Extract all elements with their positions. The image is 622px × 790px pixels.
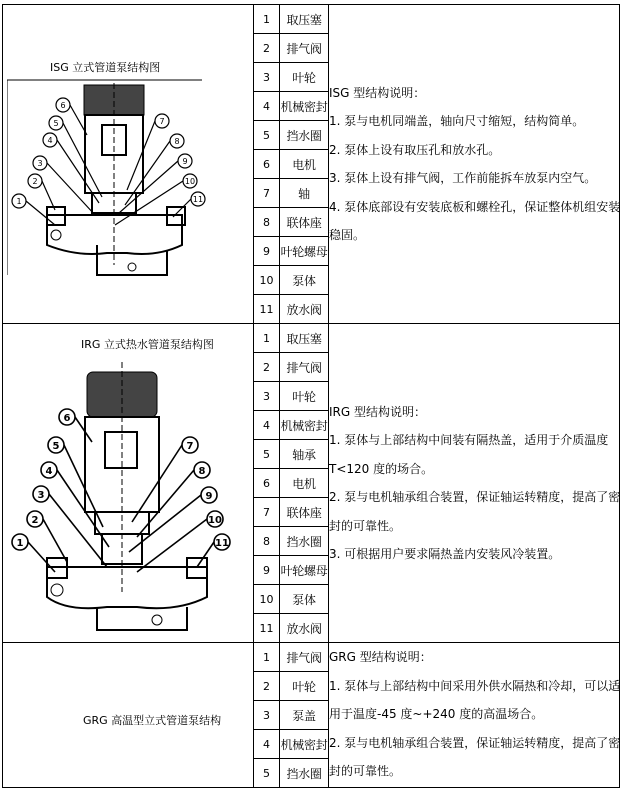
- part-number: 6: [254, 150, 280, 179]
- part-name: 泵盖: [280, 701, 329, 730]
- part-name: 联体座: [280, 498, 329, 527]
- irg-figure-cell: [3, 324, 254, 643]
- callout-8: 8: [174, 137, 180, 146]
- part-name: 泵体: [280, 585, 329, 614]
- part-name: 叶轮螺母: [280, 237, 329, 266]
- desc-line: 用于温度-45 度~+240 度的高温场合。: [329, 707, 544, 721]
- part-name: 放水阀: [280, 614, 329, 643]
- part-name: 挡水圈: [280, 121, 329, 150]
- pump-structure-table: [2, 4, 620, 788]
- part-name: 取压塞: [280, 5, 329, 34]
- desc-line: 3. 可根据用户要求隔热盖内安装风冷装置。: [329, 547, 561, 561]
- part-name: 叶轮螺母: [280, 556, 329, 585]
- callout-4: 4: [45, 466, 53, 477]
- callout-3: 3: [37, 159, 43, 168]
- part-name: 挡水圈: [280, 759, 329, 788]
- desc-line: 封的可靠性。: [329, 764, 402, 778]
- part-number: 10: [254, 266, 280, 295]
- part-name: 机械密封: [280, 92, 329, 121]
- desc-line: 1. 泵体与上部结构中间采用外供水隔热和冷却，可以适: [329, 678, 621, 693]
- part-name: 放水阀: [280, 295, 329, 324]
- part-number: 11: [254, 614, 280, 643]
- part-number: 4: [254, 92, 280, 121]
- desc-line: 2. 泵体上设有取压孔和放水孔。: [329, 142, 501, 157]
- part-name: 泵体: [280, 266, 329, 295]
- part-number: 3: [254, 63, 280, 92]
- callout-6: 6: [60, 101, 66, 110]
- part-number: 2: [254, 672, 280, 701]
- desc-line: 2. 泵与电机轴承组合装置，保证轴运转精度，提高了密: [329, 735, 621, 750]
- part-number: 4: [254, 730, 280, 759]
- part-name: 机械密封: [280, 730, 329, 759]
- irg-description: [329, 324, 620, 643]
- part-number: 1: [254, 643, 280, 672]
- figure-title: GRG 高温型立式管道泵结构: [83, 714, 222, 727]
- desc-line: 1. 泵与电机同端盖，轴向尺寸缩短，结构简单。: [329, 114, 585, 128]
- part-name: 轴承: [280, 440, 329, 469]
- part-number: 4: [254, 411, 280, 440]
- part-name: 排气阀: [280, 643, 329, 672]
- callout-11: 11: [192, 195, 204, 204]
- part-number: 9: [254, 237, 280, 266]
- part-number: 11: [254, 295, 280, 324]
- grg-description: [329, 643, 620, 788]
- irg-pump-drawing: [7, 362, 247, 632]
- isg-figure-cell: [3, 5, 254, 324]
- part-number: 7: [254, 498, 280, 527]
- part-name: 排气阀: [280, 353, 329, 382]
- callout-5: 5: [52, 441, 60, 452]
- part-name: 机械密封: [280, 411, 329, 440]
- desc-line: 2. 泵与电机轴承组合装置，保证轴运转精度，提高了密: [329, 490, 621, 504]
- part-name: 轴: [280, 179, 329, 208]
- callout-5: 5: [53, 119, 59, 128]
- part-name: 取压塞: [280, 324, 329, 353]
- desc-line: 3. 泵体上设有排气阀，工作前能拆车放泵内空气。: [329, 171, 597, 185]
- grg-figure-cell: [3, 643, 254, 788]
- part-number: 9: [254, 556, 280, 585]
- desc-line: 4. 泵体底部设有安装底板和螺栓孔，保证整体机组安装: [329, 199, 621, 214]
- callout-4: 4: [47, 136, 53, 145]
- callout-7: 7: [159, 117, 165, 126]
- part-number: 1: [254, 5, 280, 34]
- part-number: 6: [254, 469, 280, 498]
- callout-1: 1: [16, 538, 24, 549]
- callout-9: 9: [205, 491, 213, 502]
- desc-title: IRG 型结构说明：: [329, 404, 426, 419]
- callout-6: 6: [63, 413, 71, 424]
- part-number: 8: [254, 527, 280, 556]
- part-number: 2: [254, 34, 280, 63]
- part-name: 电机: [280, 469, 329, 498]
- part-name: 叶轮: [280, 672, 329, 701]
- part-name: 电机: [280, 150, 329, 179]
- part-number: 3: [254, 382, 280, 411]
- part-name: 叶轮: [280, 382, 329, 411]
- isg-pump-drawing: [7, 75, 247, 280]
- part-number: 2: [254, 353, 280, 382]
- callout-1: 1: [16, 197, 22, 206]
- desc-line: T<120 度的场合。: [329, 461, 434, 476]
- desc-title: ISG 型结构说明：: [329, 85, 426, 100]
- part-number: 7: [254, 179, 280, 208]
- part-number: 1: [254, 324, 280, 353]
- part-name: 叶轮: [280, 63, 329, 92]
- callout-9: 9: [182, 157, 188, 166]
- callout-7: 7: [186, 441, 194, 452]
- desc-line: 稳固。: [329, 228, 366, 242]
- part-number: 5: [254, 759, 280, 788]
- part-number: 5: [254, 440, 280, 469]
- figure-title: IRG 立式热水管道泵结构图: [81, 338, 214, 351]
- desc-title: GRG 型结构说明：: [329, 650, 432, 664]
- part-number: 8: [254, 208, 280, 237]
- part-name: 排气阀: [280, 34, 329, 63]
- figure-title: ISG 立式管道泵结构图: [50, 61, 161, 74]
- part-name: 联体座: [280, 208, 329, 237]
- callout-2: 2: [32, 177, 38, 186]
- isg-description: [329, 5, 620, 324]
- part-number: 5: [254, 121, 280, 150]
- desc-line: 1. 泵体与上部结构中间装有隔热盖，适用于介质温度: [329, 433, 609, 447]
- callout-10: 10: [184, 177, 196, 186]
- part-name: 挡水圈: [280, 527, 329, 556]
- callout-3: 3: [37, 490, 45, 501]
- part-number: 10: [254, 585, 280, 614]
- callout-8: 8: [198, 466, 206, 477]
- callout-10: 10: [208, 515, 222, 526]
- part-number: 3: [254, 701, 280, 730]
- callout-11: 11: [215, 538, 229, 549]
- desc-line: 封的可靠性。: [329, 518, 402, 533]
- callout-2: 2: [31, 515, 39, 526]
